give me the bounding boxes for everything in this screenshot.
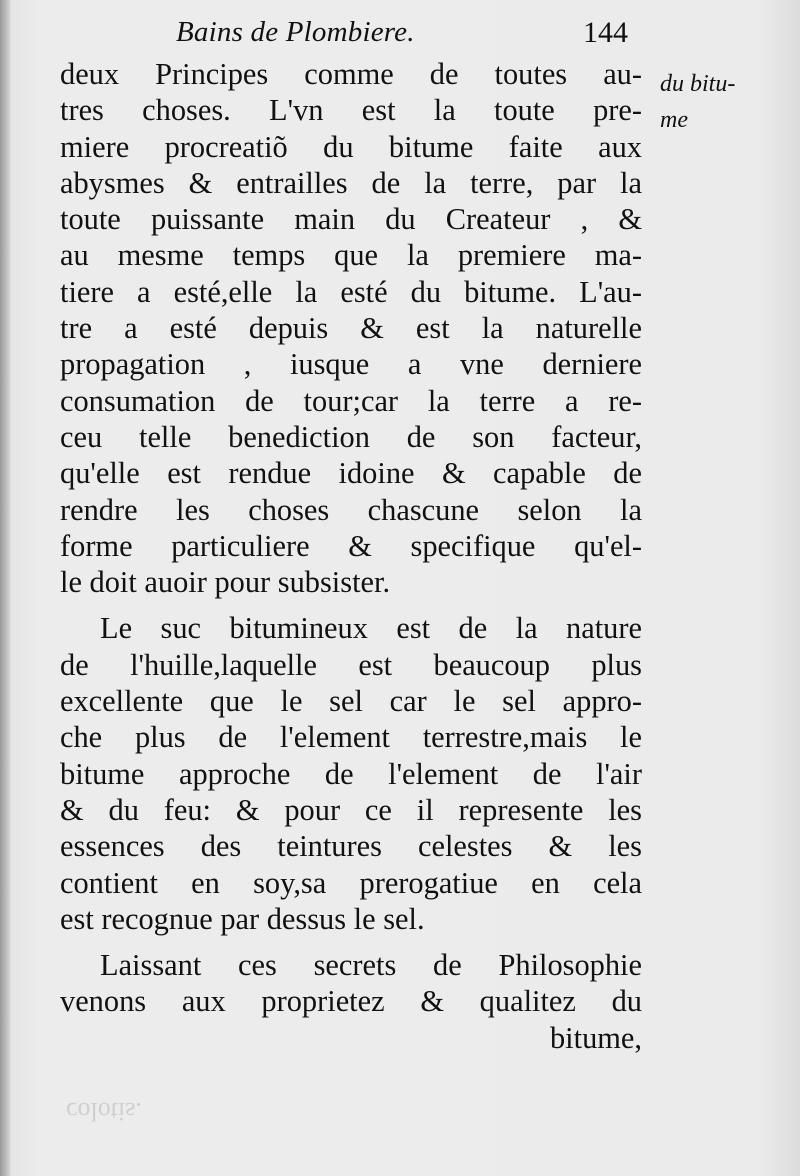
text-line: & du feu: & pour ce il represente les (60, 792, 642, 827)
paragraph-2 (60, 610, 642, 937)
text-line: che plus de l'element terrestre,mais le (60, 720, 642, 755)
margin-note (660, 66, 735, 138)
text-line: propagation , iusque a vne derniere (60, 347, 642, 382)
text-line: abysmes & entrailles de la terre, par la (60, 165, 642, 200)
text-line: tiere a esté,elle la esté du bitume. L'au- (60, 274, 642, 309)
text-line: contient en soy,sa prerogatiue en cela (60, 865, 642, 900)
text-line: de l'huille,laquelle est beaucoup plus (60, 647, 642, 682)
running-title: Bains de Plombiere. (176, 16, 415, 48)
text-line: rendre les choses chascune selon la (60, 492, 642, 527)
text-line: toute puissante main du Createur , & (60, 202, 642, 237)
text-line: essences des teintures celestes & les (60, 829, 642, 864)
text-line: Le suc bitumineux est de la nature (100, 611, 642, 646)
paragraph-3 (60, 947, 642, 1020)
text-line: au mesme temps que la premiere ma- (60, 238, 642, 273)
text-line: excellente que le sel car le sel appro- (60, 684, 642, 719)
body-text (60, 56, 642, 1056)
margin-note-line: du bitu- (660, 71, 736, 97)
text-line: tres choses. L'vn est la toute pre- (60, 93, 642, 128)
text-line: qu'elle est rendue idoine & capable de (60, 456, 642, 491)
catchword: bitume, (549, 1020, 642, 1055)
text-line: ceu telle benediction de son facteur, (60, 419, 642, 454)
text-line: est recognue par dessus le sel. (60, 901, 425, 936)
text-line: bitume approche de l'element de l'air (60, 756, 642, 791)
text-line: deux Principes comme de toutes au- (60, 57, 642, 91)
binding-shadow (0, 0, 10, 1176)
text-line: forme particuliere & specifique qu'el- (60, 528, 642, 563)
page-header (176, 16, 646, 56)
page-number: 144 (583, 16, 628, 49)
text-line: tre a esté depuis & est la naturelle (60, 311, 642, 346)
bleed-through-text: colotis. (66, 1097, 142, 1126)
text-line: venons aux proprietez & qualitez du (60, 984, 642, 1019)
margin-note-line: me (660, 107, 688, 133)
text-line: miere procreatiõ du bitume faite aux (60, 129, 642, 164)
text-line: Laissant ces secrets de Philosophie (100, 948, 642, 983)
text-line: le doit auoir pour subsister. (60, 565, 391, 600)
paragraph-1 (60, 56, 642, 600)
text-line: consumation de tour;car la terre a re- (60, 383, 642, 418)
